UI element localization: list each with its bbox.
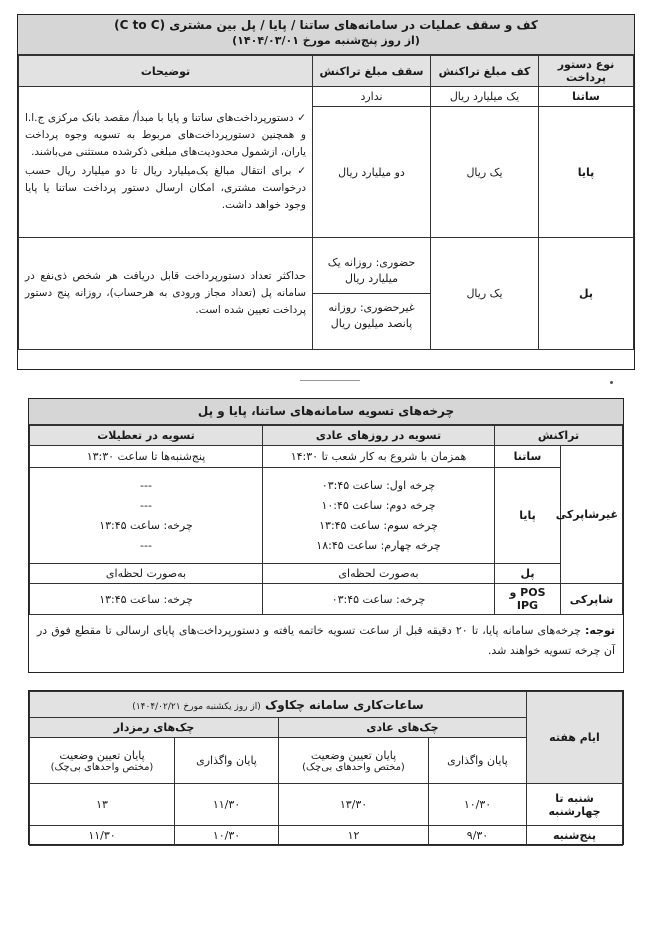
- header-holidays: تسویه در تعطیلات: [30, 426, 263, 446]
- row-thu-day: پنج‌شنبه: [527, 826, 623, 846]
- chakavak-title-cell: [30, 692, 527, 718]
- paya-cycle-1: چرخه اول: ساعت ۰۳:۴۵: [321, 478, 436, 492]
- row-satna-min: یک میلیارد ریال: [431, 87, 539, 107]
- paya-normal-cycles: [263, 468, 495, 564]
- paya-holiday-2: ---: [140, 498, 152, 512]
- paya-cycle-2: چرخه دوم: ساعت ۱۰:۴۵: [321, 498, 436, 512]
- paya-cycle-4: چرخه چهارم: ساعت ۱۸:۴۵: [316, 538, 441, 552]
- row-thu-coded-status: ۱۱/۳۰: [30, 826, 175, 846]
- chakavak-title: ساعات‌کاری سامانه چکاوک: [264, 697, 424, 712]
- coded-status-sub: (مختص واحدهای بی‌چک): [50, 761, 154, 773]
- settlement-note: [29, 615, 623, 667]
- row-sat-wed-coded-deliver: ۱۱/۳۰: [175, 784, 279, 826]
- coded-status-title: پایان تعیین وضعیت: [59, 748, 145, 762]
- note-text: چرخه‌های سامانه پایا، تا ۲۰ دقیقه قبل از ساعت تسویه خاتمه یافته و دستورپرداخت‌های پایای ارسالی تا مقطع فوق در آن چرخه تسویه خواهند شد.: [37, 624, 615, 657]
- pos-holiday: چرخه: ساعت ۱۳:۴۵: [30, 584, 263, 615]
- normal-status-header: [279, 738, 429, 784]
- note-label: توجه:: [584, 624, 615, 637]
- header-normal-days: تسویه در روزهای عادی: [263, 426, 495, 446]
- row-paya-max: دو میلیارد ریال: [313, 107, 431, 238]
- pol-normal: به‌صورت لحظه‌ای: [263, 564, 495, 584]
- row-satna-max: ندارد: [313, 87, 431, 107]
- paya-holiday-cycles: [30, 468, 263, 564]
- row-thu-normal-status: ۱۲: [279, 826, 429, 846]
- chakavak-title-date: (از روز یکشنبه مورخ ۱۴۰۴/۰۲/۲۱): [132, 701, 261, 712]
- coded-deliver-header: پایان واگذاری: [175, 738, 279, 784]
- coded-status-header: [30, 738, 175, 784]
- paya-holiday-1: ---: [140, 478, 152, 492]
- normal-checks-header: چک‌های عادی: [279, 718, 527, 738]
- header-description: توضیحات: [19, 56, 313, 87]
- header-transaction: تراکنش: [495, 426, 623, 446]
- settlement-table: [29, 425, 623, 615]
- paya-holiday-4: ---: [140, 538, 152, 552]
- desc-note-2: ✓ برای انتقال مبالغ یک‌میلیارد ریال تا دو میلیارد ریال حسب درخواست مشتری، امکان ارسال دستور پرداخت ساتنا یا پایا وجود خواهد داشت.: [25, 165, 306, 211]
- row-pol-min: یک ریال: [431, 238, 539, 350]
- satna-normal: همزمان با شروع به کار شعب تا ۱۴:۳۰: [263, 446, 495, 468]
- pol-max-in-person: حضوری: روزانه یک میلیارد ریال: [313, 249, 430, 294]
- paya-holiday-3: چرخه: ساعت ۱۳:۴۵: [99, 518, 193, 532]
- satna-label: ساتنا: [495, 446, 561, 468]
- normal-deliver-header: پایان واگذاری: [429, 738, 527, 784]
- pol-label: پل: [495, 564, 561, 584]
- row-sat-wed-day: شنبه تا چهارشنبه: [527, 784, 623, 826]
- row-thu-normal-deliver: ۹/۳۰: [429, 826, 527, 846]
- desc-note-1: ✓ دستورپرداخت‌های ساتنا و پایا با مبدأ/ مقصد بانک مرکزی ج.ا.ا و همچنین دستورپرداخت‌های مربوط به تسویه وجوه پرداخت یاران، ازشمول محدودیت‌های مبلغی ذکرشده مستثنی می‌باشند.: [25, 112, 306, 158]
- chakavak-table: [29, 691, 623, 846]
- coded-checks-header: چک‌های رمزدار: [30, 718, 279, 738]
- scan-line: [300, 380, 360, 381]
- satna-holiday: پنج‌شنبه‌ها تا ساعت ۱۳:۳۰: [30, 446, 263, 468]
- paya-label: پایا: [495, 468, 561, 564]
- row-sat-wed-normal-deliver: ۱۰/۳۰: [429, 784, 527, 826]
- row-sat-wed-normal-status: ۱۳/۳۰: [279, 784, 429, 826]
- row-sat-wed-coded-status: ۱۳: [30, 784, 175, 826]
- row-pol-type: پل: [539, 238, 634, 350]
- limits-table-box: [17, 14, 635, 370]
- settlement-title: چرخه‌های تسویه سامانه‌های ساتنا، پایا و پل: [29, 399, 623, 425]
- limits-table-title: [18, 15, 634, 55]
- normal-status-title: پایان تعیین وضعیت: [310, 748, 397, 762]
- scan-mark: [610, 381, 613, 384]
- header-max-amount: سقف مبلغ تراکنش: [313, 56, 431, 87]
- chakavak-table-box: [28, 690, 624, 845]
- limits-title-text: کف و سقف عملیات در سامانه‌های ساتنا / پایا / پل بین مشتری (C to C): [114, 18, 538, 32]
- paya-cycle-3: چرخه سوم: ساعت ۱۳:۴۵: [319, 518, 438, 532]
- header-payment-type: نوع دستور پرداخت: [539, 56, 634, 87]
- row-paya-min: یک ریال: [431, 107, 539, 238]
- row-thu-coded-deliver: ۱۰/۳۰: [175, 826, 279, 846]
- non-shaparak-label: غیرشاپرکی: [561, 446, 623, 584]
- limits-table: [18, 55, 634, 350]
- row-paya-type: پایا: [539, 107, 634, 238]
- pol-max-remote: غیرحضوری: روزانه پانصد میلیون ریال: [328, 301, 415, 330]
- settlement-table-box: [28, 398, 624, 673]
- pos-normal: چرخه: ساعت ۰۳:۴۵: [263, 584, 495, 615]
- normal-status-sub: (مختص واحدهای بی‌چک): [302, 761, 405, 773]
- pol-holiday: به‌صورت لحظه‌ای: [30, 564, 263, 584]
- weekdays-header: ایام هفته: [527, 692, 623, 784]
- desc-satna-paya: [19, 87, 313, 238]
- row-pol-max: [313, 238, 431, 350]
- header-min-amount: کف مبلغ تراکنش: [431, 56, 539, 87]
- row-satna-type: ساتنا: [539, 87, 634, 107]
- desc-pol: حداکثر تعداد دستورپرداخت قابل دریافت هر شخص ذی‌نفع در سامانه پل (تعداد مجاز ورودی به هرحساب)، روزانه پنج دستور پرداخت تعیین شده است.: [19, 238, 313, 350]
- pos-ipg-label: POS و IPG: [495, 584, 561, 615]
- limits-subtitle-text: (از روز پنج‌شنبه مورخ ۱۴۰۴/۰۳/۰۱): [232, 34, 420, 47]
- shaparak-label: شاپرکی: [561, 584, 623, 615]
